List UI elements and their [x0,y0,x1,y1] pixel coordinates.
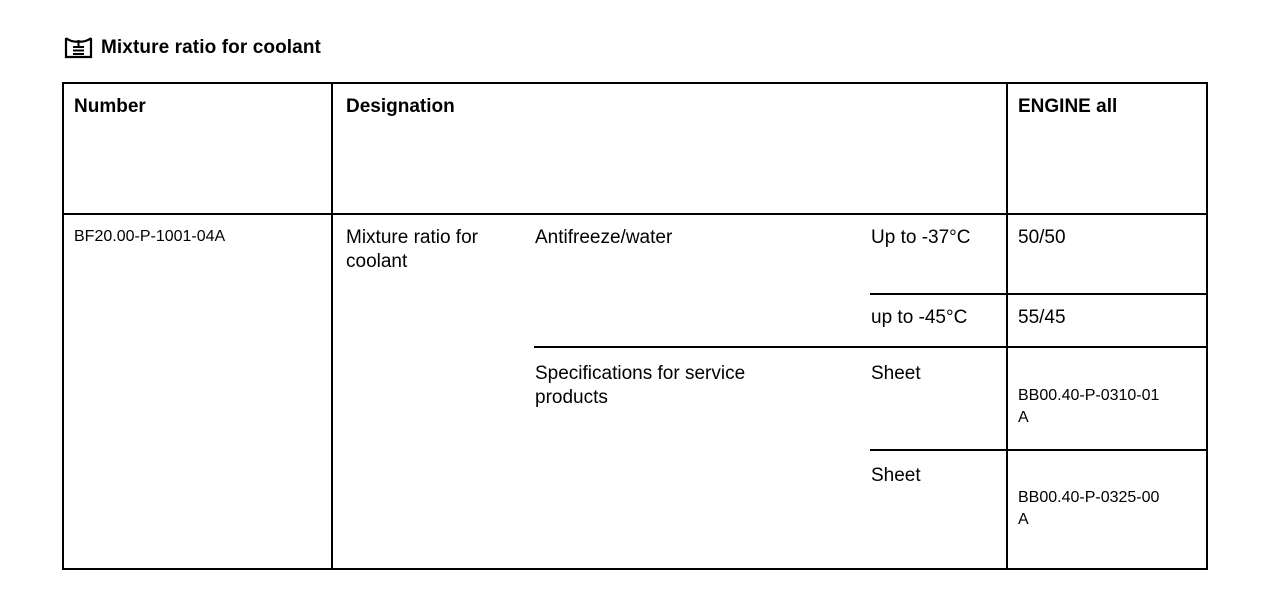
header-engine: ENGINE all [1018,96,1118,117]
condition-text: Sheet [871,465,921,486]
column-divider [331,82,333,570]
page-title: Mixture ratio for coolant [101,37,321,58]
table-border-left [62,82,64,570]
condition-text: Up to -37°C [871,227,971,248]
ratio-value: 55/45 [1018,307,1066,328]
header-divider [62,213,1208,215]
column-divider [1006,82,1008,570]
header-number: Number [74,96,146,117]
group-label: Antifreeze/water [535,227,673,248]
row-divider [870,449,1208,451]
designation-text: Mixture ratio for coolant [346,227,478,272]
header-designation: Designation [346,96,455,117]
reference-sheet: BB00.40-P-0325-00 A [1018,489,1160,528]
part-number: BF20.00-P-1001-04A [74,228,226,245]
table-border-top [62,82,1208,84]
manual-book-icon [64,36,93,60]
reference-sheet: BB00.40-P-0310-01 A [1018,387,1160,426]
row-divider [870,293,1208,295]
ratio-value: 50/50 [1018,227,1066,248]
section-heading [64,34,321,62]
group-label: Specifications for service products [535,363,746,408]
condition-text: Sheet [871,363,921,384]
row-divider [534,346,1208,348]
table-border-bottom [62,568,1208,570]
table-border-right [1206,82,1208,570]
condition-text: up to -45°C [871,307,968,328]
